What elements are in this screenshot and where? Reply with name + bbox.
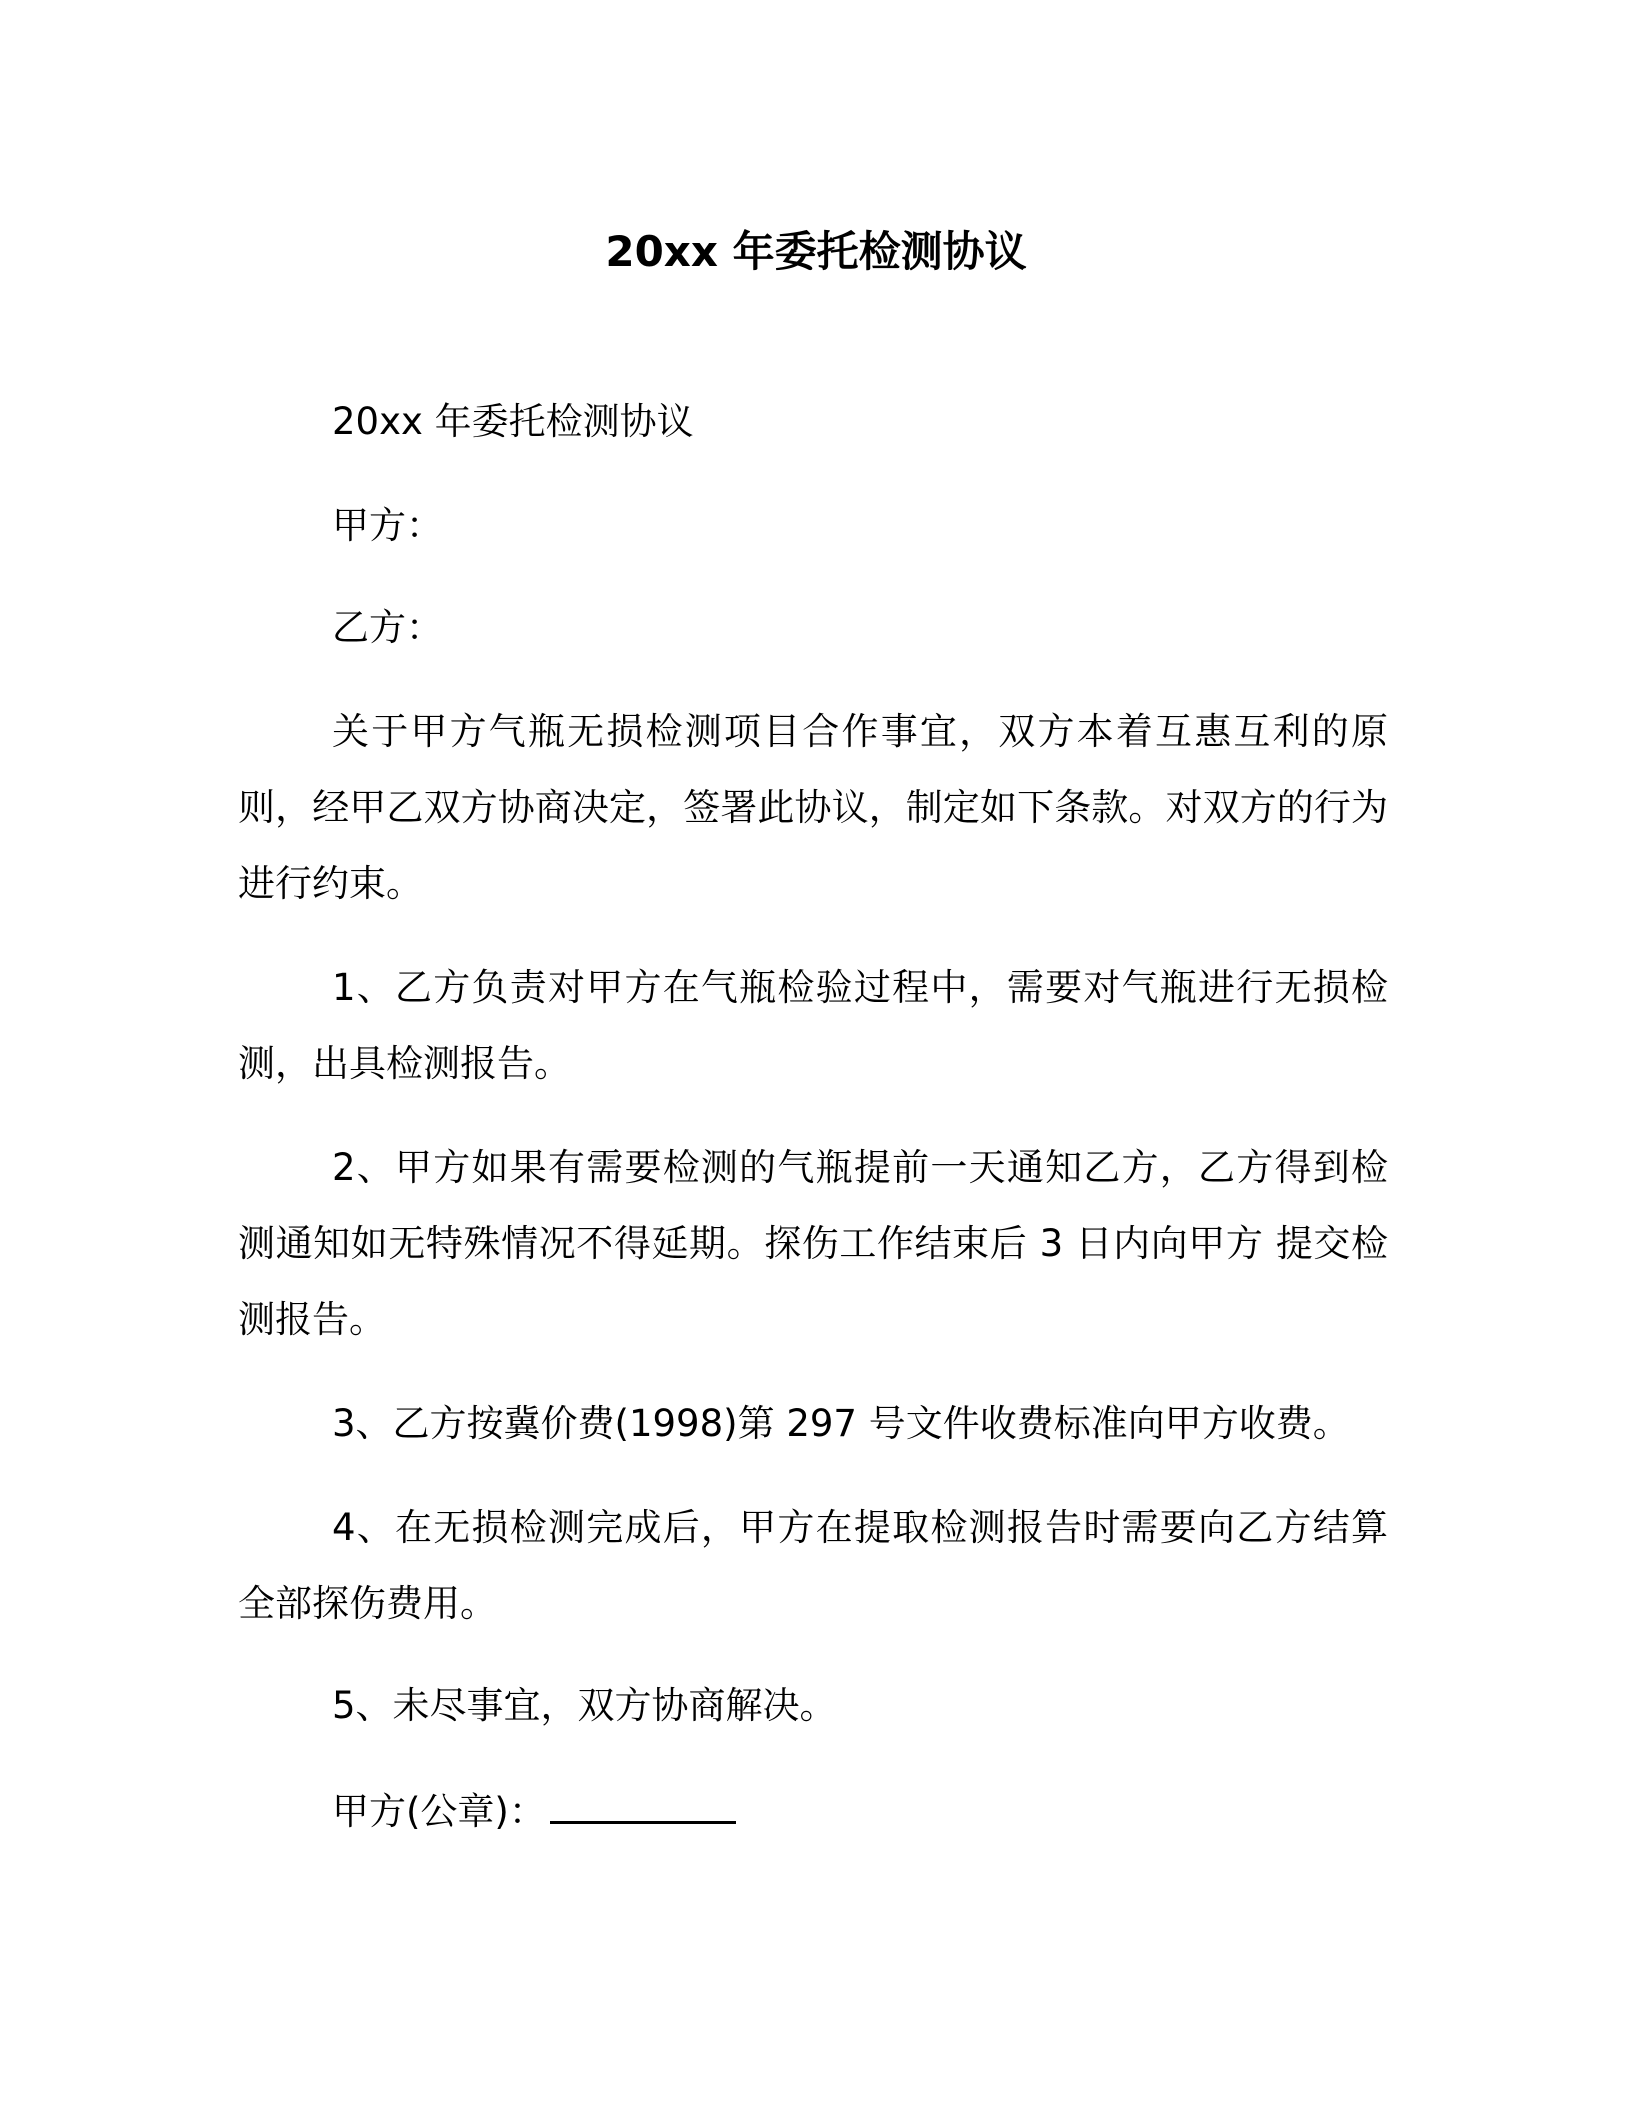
party-a-label: 甲方： — [332, 504, 443, 547]
clause-3: 3、乙方按冀价费(1998)第 297 号文件收费标准向甲方收费。 — [332, 1402, 1350, 1445]
clause-4: 4、在无损检测完成后，甲方在提取检测报告时需要向乙方结算全部探伤费用。 — [238, 1506, 1388, 1625]
intro-paragraph: 关于甲方气瓶无损检测项目合作事宜，双方本着互惠互利的原则，经甲乙双方协商决定，签署此协议，制定如下条款。对双方的行为进行约束。 — [238, 710, 1388, 905]
document-title: 20xx 年委托检测协议 — [605, 227, 1027, 276]
party-b-label: 乙方： — [332, 606, 443, 649]
signature-label: 甲方(公章)： — [332, 1790, 546, 1833]
clause-2: 2、甲方如果有需要检测的气瓶提前一天通知乙方，乙方得到检测通知如无特殊情况不得延期。探伤工作结束后 3 日内向甲方 提交检测报告。 — [238, 1146, 1388, 1341]
document-subtitle: 20xx 年委托检测协议 — [332, 400, 694, 443]
clause-1: 1、乙方负责对甲方在气瓶检验过程中，需要对气瓶进行无损检测，出具检测报告。 — [238, 966, 1388, 1085]
signature-line — [332, 1774, 736, 1850]
clause-5: 5、未尽事宜，双方协商解决。 — [332, 1684, 837, 1727]
signature-blank — [550, 1791, 736, 1824]
